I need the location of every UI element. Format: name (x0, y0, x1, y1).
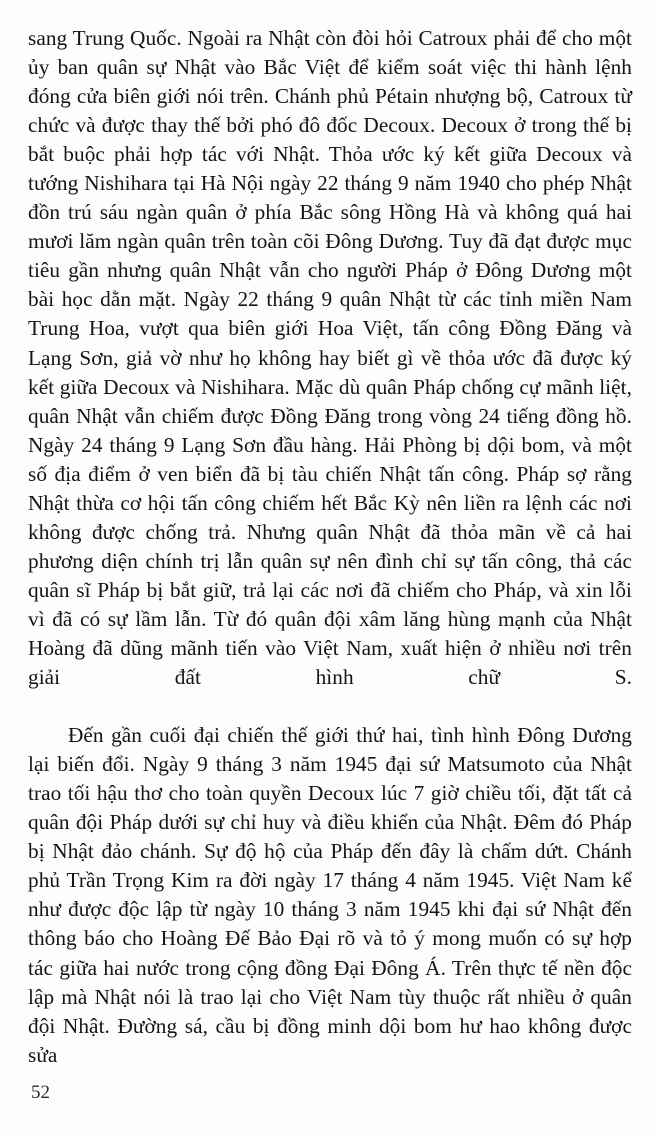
body-text-column (28, 24, 632, 1070)
page-number: 52 (31, 1082, 50, 1103)
body-paragraph-1: sang Trung Quốc. Ngoài ra Nhật còn đòi hỏi Catroux phải để cho một ủy ban quân sự Nhật vào Bắc Việt để kiểm soát việc thi hành lệnh đóng cửa biên giới nói trên. Chánh phủ Pétain nhượng bộ, Catroux từ chức và được thay thế bởi phó đô đốc Decoux. Decoux ở trong thế bị bắt buộc phải hợp tác với Nhật. Thỏa ước ký kết giữa Decoux và tướng Nishihara tại Hà Nội ngày 22 tháng 9 năm 1940 cho phép Nhật đồn trú sáu ngàn quân ở phía Bắc sông Hồng Hà và không quá hai mươi lăm ngàn quân trên toàn cõi Đông Dương. Tuy đã đạt được mục tiêu gần nhưng quân Nhật vẫn cho người Pháp ở Đông Dương một bài học dằn mặt. Ngày 22 tháng 9 quân Nhật từ các tỉnh miền Nam Trung Hoa, vượt qua biên giới Hoa Việt, tấn công Đồng Đăng và Lạng Sơn, giả vờ như họ không hay biết gì về thỏa ước đã được ký kết giữa Decoux và Nishihara. Mặc dù quân Pháp chống cự mãnh liệt, quân Nhật vẫn chiếm được Đồng Đăng trong vòng 24 tiếng đồng hồ. Ngày 24 tháng 9 Lạng Sơn đầu hàng. Hải Phòng bị dội bom, và một số địa điểm ở ven biển đã bị tàu chiến Nhật tấn công. Pháp sợ rằng Nhật thừa cơ hội tấn công chiếm hết Bắc Kỳ nên liền ra lệnh các nơi không được chống trả. Nhưng quân Nhật đã thỏa mãn về cả hai phương diện chính trị lẫn quân sự nên đình chỉ sự tấn công, thả các quân sĩ Pháp bị bắt giữ, trả lại các nơi đã chiếm cho Pháp, và xin lỗi vì đã có sự lầm lẫn. Từ đó quân đội xâm lăng hùng mạnh của Nhật Hoàng đã dũng mãnh tiến vào Việt Nam, xuất hiện ở nhiều nơi trên giải đất hình chữ S. (28, 26, 632, 690)
body-paragraph-2: Đến gần cuối đại chiến thế giới thứ hai, tình hình Đông Dương lại biến đổi. Ngày 9 tháng 3 năm 1945 đại sứ Matsumoto của Nhật trao tối hậu thơ cho toàn quyền Decoux lúc 7 giờ chiều tối, đặt tất cả quân đội Pháp dưới sự chỉ huy và điều khiển của Nhật. Đêm đó Pháp bị Nhật đảo chánh. Sự độ hộ của Pháp đến đây là chấm dứt. Chánh phủ Trần Trọng Kim ra đời ngày 17 tháng 4 năm 1945. Việt Nam kể như được độc lập từ ngày 10 tháng 3 năm 1945 khi đại sứ Nhật đến thông báo cho Hoàng Đế Bảo Đại rõ và tỏ ý mong muốn có sự hợp tác giữa hai nước trong cộng đồng Đại Đông Á. Trên thực tế nền độc lập mà Nhật nói là trao lại cho Việt Nam tùy thuộc rất nhiều ở quân đội Nhật. Đường sá, cầu bị đồng minh dội bom hư hao không được sửa (28, 723, 632, 1067)
